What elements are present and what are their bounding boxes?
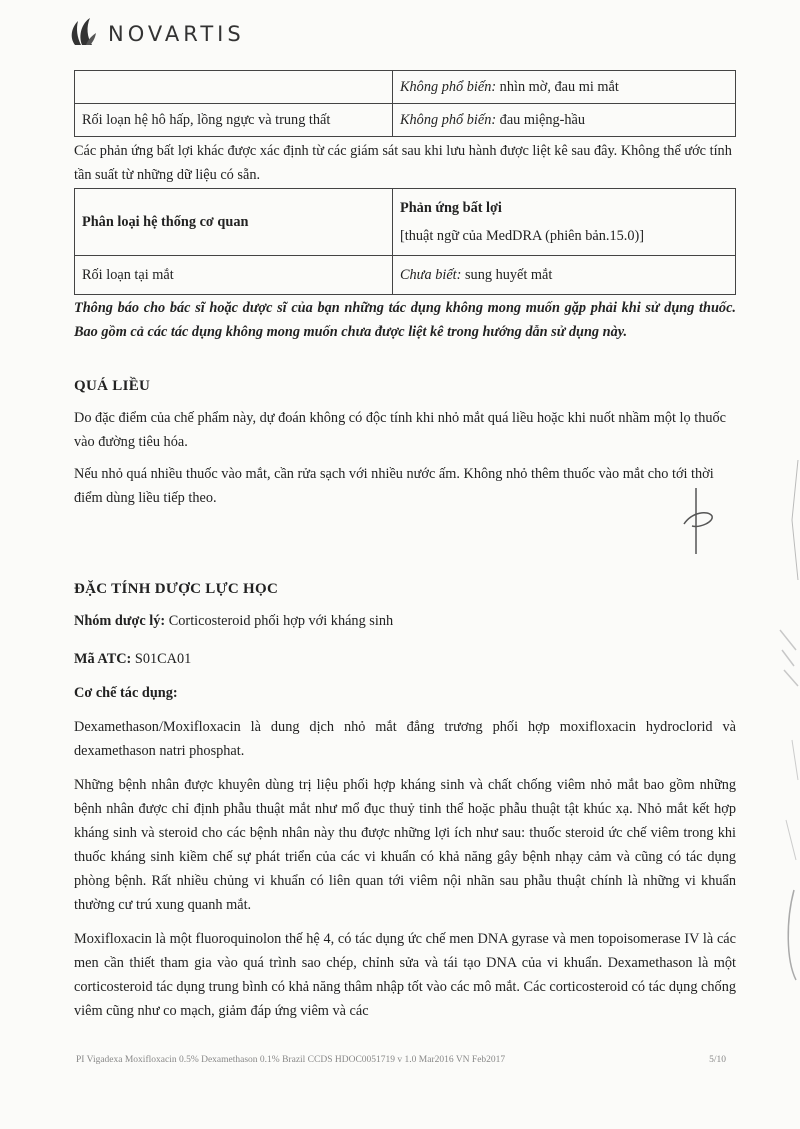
table-row xyxy=(75,71,736,104)
organ-cell: Rối loạn hệ hô hấp, lồng ngực và trung thất xyxy=(75,104,393,137)
pharmacodynamics-section xyxy=(74,577,736,1023)
pharmacological-group: Nhóm dược lý: Corticosteroid phối hợp với kháng sinh xyxy=(74,613,394,629)
report-notice: Thông báo cho bác sĩ hoặc dược sĩ của bạn những tác dụng không mong muốn gặp phải khi sử dụng thuốc. Bao gồm cả các tác dụng không mong muốn chưa được liệt kê trong hướng dẫn sử dụng này. xyxy=(74,300,736,340)
overdose-section xyxy=(74,374,736,510)
document-reference: PI Vigadexa Moxifloxacin 0.5% Dexamethason 0.1% Brazil CCDS HDOC0051719 v 1.0 Mar2016 VN Feb2017 xyxy=(76,1055,506,1065)
header-organ-class: Phân loại hệ thống cơ quan xyxy=(75,189,393,256)
post-marketing-table xyxy=(74,188,736,295)
header-adverse-reaction: Phản ứng bất lợi [thuật ngữ của MedDRA (phiên bản.15.0)] xyxy=(393,189,736,256)
mechanism-title: Cơ chế tác dụng: xyxy=(74,685,178,701)
novartis-logo xyxy=(66,15,245,49)
reaction-cell: Chưa biết: sung huyết mắt xyxy=(393,256,736,295)
adverse-reactions-table-top xyxy=(74,70,736,137)
overdose-paragraph-2: Nếu nhỏ quá nhiều thuốc vào mắt, cần rửa sạch với nhiều nước ấm. Không nhỏ thêm thuốc vào mắt cho tới thời điểm dùng liều tiếp theo. xyxy=(74,466,714,506)
novartis-flame-icon xyxy=(66,15,98,49)
mechanism-paragraph-3: Moxifloxacin là một fluoroquinolon thế hệ 4, có tác dụng ức chế men DNA gyrase và men topoisomerase IV là các men cần thiết tham gia vào quá trình sao chép, chỉnh sửa và tái tạo DNA của vi khuẩn. Dexamethason là một corticosteroid tác dụng trung bình có khả năng thâm nhập tốt vào các mô mắt. Các corticosteroid có tác dụng chống viêm cũng như co mạch, giảm đáp ứng viêm và các xyxy=(74,931,736,1019)
page-number: 5/10 xyxy=(709,1055,726,1065)
table-row xyxy=(75,256,736,295)
organ-cell xyxy=(75,71,393,104)
page-footer xyxy=(76,1055,726,1065)
table-row xyxy=(75,104,736,137)
section-title: ĐẶC TÍNH DƯỢC LỰC HỌC xyxy=(74,581,279,597)
mechanism-paragraph-2: Những bệnh nhân được khuyên dùng trị liệu phối hợp kháng sinh và chất chống viêm nhỏ mắt bao gồm những bệnh nhân được chỉ định phẫu thuật mắt như mổ đục thuỷ tinh thể hoặc phẫu thuật tật khúc xạ. Nhỏ mắt kết hợp kháng sinh và steroid cho các bệnh nhân này thu được những lợi ích như sau: thuốc steroid ức chế viêm trong khi thuốc kháng sinh kiềm chế sự phát triển của các vi khuẩn có khả năng gây bệnh nhạy cảm và cũng có tác dụng phòng bệnh. Rất nhiều chủng vi khuẩn có liên quan tới viêm nội nhãn sau phẫu thuật chính là những vi khuẩn thường cư trú xung quanh mắt. xyxy=(74,777,736,913)
overdose-paragraph-1: Do đặc điểm của chế phẩm này, dự đoán không có độc tính khi nhỏ mắt quá liều hoặc khi nuốt nhầm một lọ thuốc vào đường tiêu hóa. xyxy=(74,410,727,450)
mechanism-paragraph-1: Dexamethason/Moxifloxacin là dung dịch nhỏ mắt đẳng trương phối hợp moxifloxacin hydroclorid và dexamethason natri phosphat. xyxy=(74,719,736,759)
table-header-row xyxy=(75,189,736,256)
organ-cell: Rối loạn tại mắt xyxy=(75,256,393,295)
post-marketing-intro: Các phản ứng bất lợi khác được xác định từ các giám sát sau khi lưu hành được liệt kê sau đây. Không thể ước tính tần suất từ những dữ liệu có sẵn. xyxy=(74,143,732,183)
section-title: QUÁ LIỀU xyxy=(74,378,151,394)
brand-name: NOVARTIS xyxy=(108,22,245,46)
scan-edge-artifact xyxy=(772,460,800,1080)
reaction-cell: Không phổ biến: đau miệng-hầu xyxy=(393,104,736,137)
signature-mark xyxy=(678,486,718,556)
atc-code: Mã ATC: S01CA01 xyxy=(74,651,192,667)
reaction-cell: Không phổ biến: nhìn mờ, đau mi mắt xyxy=(393,71,736,104)
